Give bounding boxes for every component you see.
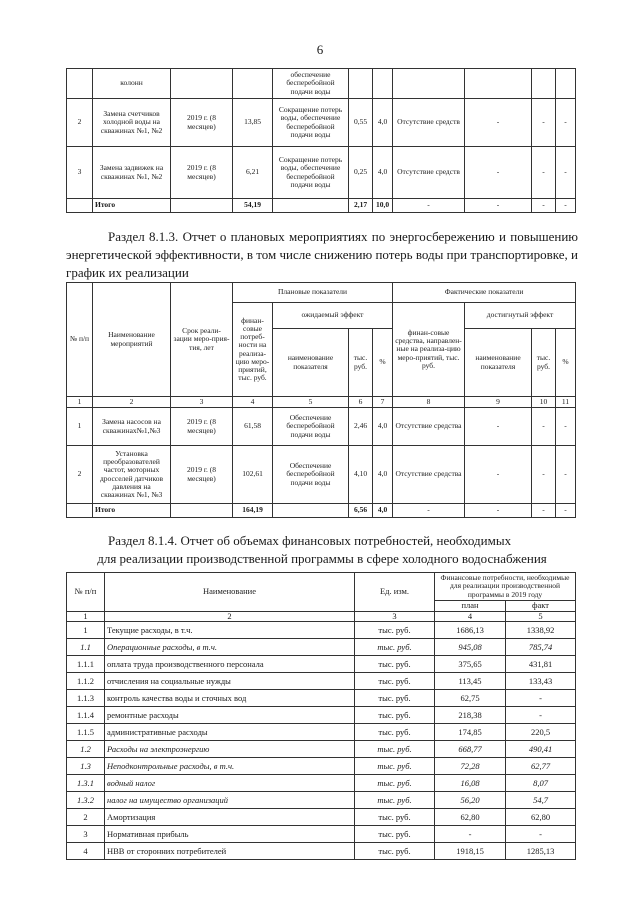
total-fact-value: - <box>532 199 556 213</box>
row-plan: 174,85 <box>435 724 506 741</box>
row-unit: тыс. руб. <box>355 792 435 809</box>
row-unit: тыс. руб. <box>355 809 435 826</box>
row-cost: 6,21 <box>233 147 273 199</box>
row-plan: 668,77 <box>435 741 506 758</box>
row-effect: Обеспечение бесперебойной подачи воды <box>273 446 349 504</box>
section-8-1-4-heading <box>66 532 578 568</box>
table-row <box>67 843 576 860</box>
row-effect: Сокращение потерь воды, обеспечение бесперебойной подачи воды <box>273 99 349 147</box>
section-8-1-3-heading: Раздел 8.1.3. Отчет о плановых мероприятиях по энергосбережению и повышению энергетической эффективности, в том числе снижению потерь воды при транспортировке, и график их реализации <box>66 229 578 280</box>
row-unit: тыс. руб. <box>355 690 435 707</box>
row-fact: 54,7 <box>506 792 576 809</box>
row-percent: 4,0 <box>373 147 393 199</box>
header-term: Срок реали-зации меро-прия-тия, лет <box>171 283 233 397</box>
row-fact: 62,80 <box>506 809 576 826</box>
row-fact-funds: Отсутствие средств <box>393 147 465 199</box>
row-unit: тыс. руб. <box>355 775 435 792</box>
row-num: 1.3 <box>67 758 105 775</box>
row-fact-percent: - <box>556 99 576 147</box>
row-fact-name <box>465 69 532 99</box>
header-name: Наименование мероприятий <box>93 283 171 397</box>
table-row <box>67 809 576 826</box>
row-name: Неподконтрольные расходы, в т.ч. <box>105 758 355 775</box>
table-row <box>67 408 576 446</box>
row-fact-funds <box>393 69 465 99</box>
row-name: Операционные расходы, в т.ч. <box>105 639 355 656</box>
header-ind-val: тыс. руб. <box>349 329 373 397</box>
column-number: 5 <box>506 612 576 622</box>
header-ach-val: тыс. руб. <box>532 329 556 397</box>
row-num: 1.1.2 <box>67 673 105 690</box>
table-row <box>67 741 576 758</box>
fin-header-fact: факт <box>506 601 576 612</box>
row-plan: 1686,13 <box>435 622 506 639</box>
row-unit: тыс. руб. <box>355 673 435 690</box>
row-percent <box>373 69 393 99</box>
fin-header-unit: Ед. изм. <box>355 573 435 612</box>
row-effect: Обеспечение бесперебойной подачи воды <box>273 408 349 446</box>
row-value: 0,25 <box>349 147 373 199</box>
row-unit: тыс. руб. <box>355 724 435 741</box>
row-value <box>349 69 373 99</box>
row-num: 2 <box>67 446 93 504</box>
row-value: 2,46 <box>349 408 373 446</box>
row-plan: 113,45 <box>435 673 506 690</box>
column-number: 4 <box>435 612 506 622</box>
row-fact-name: - <box>465 408 532 446</box>
table-row <box>67 673 576 690</box>
row-num: 1 <box>67 408 93 446</box>
page-number: 6 <box>316 42 324 57</box>
row-cost: 102,61 <box>233 446 273 504</box>
energy-saving-table-continued <box>66 68 576 213</box>
row-fact: 1285,13 <box>506 843 576 860</box>
row-name: ремонтные расходы <box>105 707 355 724</box>
row-num: 3 <box>67 147 93 199</box>
row-fact-percent: - <box>556 446 576 504</box>
row-unit: тыс. руб. <box>355 826 435 843</box>
row-name: налог на имущество организаций <box>105 792 355 809</box>
total-effect <box>273 199 349 213</box>
row-name: Расходы на электроэнергию <box>105 741 355 758</box>
row-plan: 16,08 <box>435 775 506 792</box>
total-row <box>67 199 576 213</box>
column-number: 1 <box>67 397 93 408</box>
column-number: 1 <box>67 612 105 622</box>
row-num: 1 <box>67 622 105 639</box>
row-plan: 375,65 <box>435 656 506 673</box>
row-effect: Сокращение потерь воды, обеспечение бесперебойной подачи воды <box>273 147 349 199</box>
header-fin: финан-совые потреб-ности на реализа-цию меро-приятий, тыс. руб. <box>233 303 273 397</box>
row-percent: 4,0 <box>373 446 393 504</box>
fin-header-num: № п/п <box>67 573 105 612</box>
total-fact: - <box>393 504 465 518</box>
row-name: НВВ от сторонних потребителей <box>105 843 355 860</box>
row-fact-value: - <box>532 408 556 446</box>
row-value: 4,10 <box>349 446 373 504</box>
column-number: 2 <box>105 612 355 622</box>
row-fact-percent: - <box>556 408 576 446</box>
row-cost: 61,58 <box>233 408 273 446</box>
table-row <box>67 99 576 147</box>
row-term: 2019 г. (8 месяцев) <box>171 408 233 446</box>
row-fact: 431,81 <box>506 656 576 673</box>
total-fact: - <box>393 199 465 213</box>
total-fact-percent: - <box>556 504 576 518</box>
table-row <box>67 707 576 724</box>
row-name: административные расходы <box>105 724 355 741</box>
table-row <box>67 622 576 639</box>
header-ind-pct: % <box>373 329 393 397</box>
header-fact: Фактические показатели <box>393 283 576 303</box>
row-num: 1.1.4 <box>67 707 105 724</box>
table-row <box>67 758 576 775</box>
row-fact: 133,43 <box>506 673 576 690</box>
row-plan: 62,75 <box>435 690 506 707</box>
column-number: 11 <box>556 397 576 408</box>
row-plan: 218,38 <box>435 707 506 724</box>
row-name: водный налог <box>105 775 355 792</box>
header-fact-fin: финан-совые средства, направлен-ные на реализа-цию меро-приятий, тыс. руб. <box>393 303 465 397</box>
row-name: отчисления на социальные нужды <box>105 673 355 690</box>
row-num: 1.1.3 <box>67 690 105 707</box>
row-name: оплата труда производственного персонала <box>105 656 355 673</box>
header-ach-name: наименование показателя <box>465 329 532 397</box>
column-number: 5 <box>273 397 349 408</box>
row-fact-funds: Отсутствие средства <box>393 408 465 446</box>
row-plan: - <box>435 826 506 843</box>
total-effect <box>273 504 349 518</box>
row-fact-funds: Отсутствие средств <box>393 99 465 147</box>
row-term: 2019 г. (8 месяцев) <box>171 147 233 199</box>
total-num <box>67 199 93 213</box>
table-row <box>67 690 576 707</box>
row-name: колонн <box>93 69 171 99</box>
row-num: 2 <box>67 99 93 147</box>
row-fact: - <box>506 690 576 707</box>
header-ind-name: наименование показателя <box>273 329 349 397</box>
row-name: контроль качества воды и сточных вод <box>105 690 355 707</box>
row-unit: тыс. руб. <box>355 656 435 673</box>
column-number: 7 <box>373 397 393 408</box>
total-term <box>171 504 233 518</box>
row-name: Установка преобразователей частот, моторных дросселей датчиков давления на скважинах №1, №3 <box>93 446 171 504</box>
row-fact-value <box>532 69 556 99</box>
row-unit: тыс. руб. <box>355 741 435 758</box>
row-cost <box>233 69 273 99</box>
row-fact: 220,5 <box>506 724 576 741</box>
row-fact: 1338,92 <box>506 622 576 639</box>
table-row <box>67 775 576 792</box>
fin-header-needs: Финансовые потребности, необходимые для реализации производственной программы в 2019 году <box>435 573 576 601</box>
total-term <box>171 199 233 213</box>
row-plan: 62,80 <box>435 809 506 826</box>
row-unit: тыс. руб. <box>355 639 435 656</box>
column-number: 10 <box>532 397 556 408</box>
total-row <box>67 504 576 518</box>
section-8-1-4-heading-line1: Раздел 8.1.4. Отчет об объемах финансовых потребностей, необходимых <box>108 533 512 548</box>
row-num: 4 <box>67 843 105 860</box>
row-fact-percent <box>556 69 576 99</box>
row-num: 2 <box>67 809 105 826</box>
total-label: Итого <box>93 199 171 213</box>
table-row <box>67 792 576 809</box>
row-num <box>67 69 93 99</box>
table-row <box>67 724 576 741</box>
column-number: 3 <box>355 612 435 622</box>
row-unit: тыс. руб. <box>355 707 435 724</box>
row-name: Замена насосов на скважинах№1,№3 <box>93 408 171 446</box>
row-value: 0,55 <box>349 99 373 147</box>
total-cost: 164,19 <box>233 504 273 518</box>
row-fact-percent: - <box>556 147 576 199</box>
row-plan: 56,20 <box>435 792 506 809</box>
table-row <box>67 69 576 99</box>
column-number: 6 <box>349 397 373 408</box>
row-num: 1.1.5 <box>67 724 105 741</box>
row-fact-value: - <box>532 446 556 504</box>
column-number: 4 <box>233 397 273 408</box>
total-fact-name: - <box>465 504 532 518</box>
total-cost: 54,19 <box>233 199 273 213</box>
row-cost: 13,85 <box>233 99 273 147</box>
table-row <box>67 826 576 843</box>
financial-needs-table <box>66 572 576 860</box>
total-fact-name: - <box>465 199 532 213</box>
row-term <box>171 69 233 99</box>
total-percent: 10,0 <box>373 199 393 213</box>
row-plan: 1918,15 <box>435 843 506 860</box>
row-num: 1.3.1 <box>67 775 105 792</box>
column-number: 3 <box>171 397 233 408</box>
row-plan: 72,28 <box>435 758 506 775</box>
total-label: Итого <box>93 504 171 518</box>
header-achieved: достигнутый эффект <box>465 303 576 329</box>
total-fact-value: - <box>532 504 556 518</box>
row-name: Нормативная прибыль <box>105 826 355 843</box>
row-percent: 4,0 <box>373 408 393 446</box>
fin-header-name: Наименование <box>105 573 355 612</box>
total-fact-percent: - <box>556 199 576 213</box>
row-fact: 8,07 <box>506 775 576 792</box>
row-fact-name: - <box>465 446 532 504</box>
row-num: 3 <box>67 826 105 843</box>
column-number: 9 <box>465 397 532 408</box>
row-percent: 4,0 <box>373 99 393 147</box>
row-fact: 785,74 <box>506 639 576 656</box>
table-row <box>67 639 576 656</box>
row-fact: 490,41 <box>506 741 576 758</box>
row-fact: - <box>506 707 576 724</box>
column-number: 2 <box>93 397 171 408</box>
column-number: 8 <box>393 397 465 408</box>
header-num: № п/п <box>67 283 93 397</box>
row-plan: 945,08 <box>435 639 506 656</box>
row-fact-name: - <box>465 147 532 199</box>
row-unit: тыс. руб. <box>355 758 435 775</box>
table-row <box>67 656 576 673</box>
row-term: 2019 г. (8 месяцев) <box>171 99 233 147</box>
energy-saving-plan-table <box>66 282 576 518</box>
row-unit: тыс. руб. <box>355 622 435 639</box>
row-fact-value: - <box>532 99 556 147</box>
header-expected: ожидаемый эффект <box>273 303 393 329</box>
row-num: 1.3.2 <box>67 792 105 809</box>
table-row <box>67 147 576 199</box>
row-num: 1.1.1 <box>67 656 105 673</box>
row-fact: 62,77 <box>506 758 576 775</box>
row-fact-value: - <box>532 147 556 199</box>
row-unit: тыс. руб. <box>355 843 435 860</box>
row-fact-name: - <box>465 99 532 147</box>
row-term: 2019 г. (8 месяцев) <box>171 446 233 504</box>
header-planned: Плановые показатели <box>233 283 393 303</box>
header-ach-pct: % <box>556 329 576 397</box>
row-name: Текущие расходы, в т.ч. <box>105 622 355 639</box>
table-row <box>67 446 576 504</box>
row-name: Замена счетчиков холодной воды на скважинах №1, №2 <box>93 99 171 147</box>
total-value: 6,56 <box>349 504 373 518</box>
fin-header-plan: план <box>435 601 506 612</box>
row-name: Амортизация <box>105 809 355 826</box>
row-name: Замена задвижек на скважинах №1, №2 <box>93 147 171 199</box>
row-fact-funds: Отсутствие средства <box>393 446 465 504</box>
total-percent: 4,0 <box>373 504 393 518</box>
section-8-1-4-heading-line2: для реализации производственной программы в сфере холодного водоснабжения <box>97 551 547 566</box>
row-num: 1.2 <box>67 741 105 758</box>
row-effect: обеспечение бесперебойной подачи воды <box>273 69 349 99</box>
row-fact: - <box>506 826 576 843</box>
row-num: 1.1 <box>67 639 105 656</box>
total-value: 2,17 <box>349 199 373 213</box>
total-num <box>67 504 93 518</box>
